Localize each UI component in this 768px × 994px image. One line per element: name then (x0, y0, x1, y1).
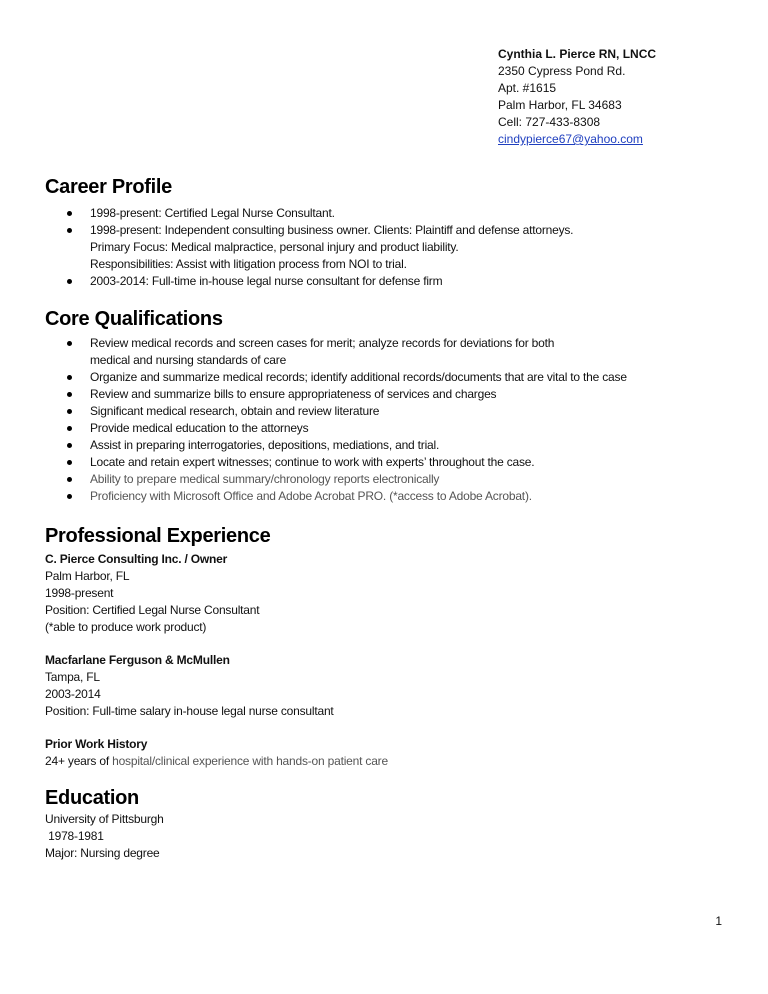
contact-block (498, 46, 656, 148)
list-item: Provide medical education to the attorneys (65, 420, 627, 437)
education-major: Major: Nursing degree (45, 846, 160, 860)
job-dates: 2003-2014 (45, 687, 101, 701)
bullet-icon (67, 392, 72, 397)
job-location: Palm Harbor, FL (45, 569, 130, 583)
list-item: Review and summarize bills to ensure appropriateness of services and charges (65, 386, 627, 403)
job-block-pierce-consulting (45, 551, 259, 636)
bullet-icon (67, 228, 72, 233)
bullet-icon (67, 341, 72, 346)
contact-address-line2: Apt. #1615 (498, 81, 557, 95)
career-profile-list (65, 205, 573, 290)
job-dates: 1998-present (45, 586, 114, 600)
list-item: Ability to prepare medical summary/chronology reports electronically (65, 471, 627, 488)
bullet-icon (67, 494, 72, 499)
job-company: C. Pierce Consulting Inc. / Owner (45, 552, 228, 566)
list-item: 1998-present: Independent consulting business owner. Clients: Plaintiff and defense attorneys. Primary Focus: Medical malpractice, personal injury and product liability. Responsibilities: Assist with litigation process from NOI to trial. (65, 222, 573, 273)
contact-name: Cynthia L. Pierce RN, LNCC (498, 47, 657, 61)
education-school: University of Pittsburgh (45, 812, 164, 826)
list-item: Organize and summarize medical records; identify additional records/documents that are vital to the case (65, 369, 627, 386)
list-item: Review medical records and screen cases for merit; analyze records for deviations for both medical and nursing standards of care (65, 335, 627, 369)
page-number: 1 (715, 914, 722, 928)
core-qualifications-heading: Core Qualifications (45, 308, 223, 330)
bullet-icon (67, 477, 72, 482)
education-heading: Education (45, 787, 139, 809)
list-item: Proficiency with Microsoft Office and Adobe Acrobat PRO. (*access to Adobe Acrobat). (65, 488, 627, 505)
contact-city: Palm Harbor, FL 34683 (498, 98, 622, 112)
job-company: Macfarlane Ferguson & McMullen (45, 653, 230, 667)
bullet-icon (67, 443, 72, 448)
prior-work-history (45, 736, 388, 770)
education-years: 1978-1981 (45, 829, 104, 843)
job-location: Tampa, FL (45, 670, 100, 684)
bullet-icon (67, 211, 72, 216)
list-item: Significant medical research, obtain and review literature (65, 403, 627, 420)
bullet-icon (67, 426, 72, 431)
bullet-icon (67, 460, 72, 465)
job-position: Position: Certified Legal Nurse Consultant (45, 603, 260, 617)
job-note: (*able to produce work product) (45, 620, 207, 634)
job-block-macfarlane (45, 652, 334, 720)
core-qualifications-list (65, 335, 627, 505)
list-item: Locate and retain expert witnesses; continue to work with experts’ throughout the case. (65, 454, 627, 471)
prior-work-heading: Prior Work History (45, 737, 148, 751)
list-item: 2003-2014: Full-time in-house legal nurse consultant for defense firm (65, 273, 573, 290)
bullet-icon (67, 279, 72, 284)
list-item: Assist in preparing interrogatories, depositions, mediations, and trial. (65, 437, 627, 454)
education-block (45, 811, 164, 862)
contact-address-line1: 2350 Cypress Pond Rd. (498, 64, 626, 78)
professional-experience-heading: Professional Experience (45, 525, 271, 547)
bullet-icon (67, 375, 72, 380)
contact-cell: Cell: 727-433-8308 (498, 115, 601, 129)
list-item: 1998-present: Certified Legal Nurse Consultant. (65, 205, 573, 222)
bullet-icon (67, 409, 72, 414)
job-position: Position: Full-time salary in-house legal nurse consultant (45, 704, 334, 718)
contact-email-link[interactable]: cindypierce67@yahoo.com (498, 132, 643, 146)
prior-work-text: 24+ years of hospital/clinical experience with hands-on patient care (45, 754, 388, 768)
career-profile-heading: Career Profile (45, 176, 172, 198)
